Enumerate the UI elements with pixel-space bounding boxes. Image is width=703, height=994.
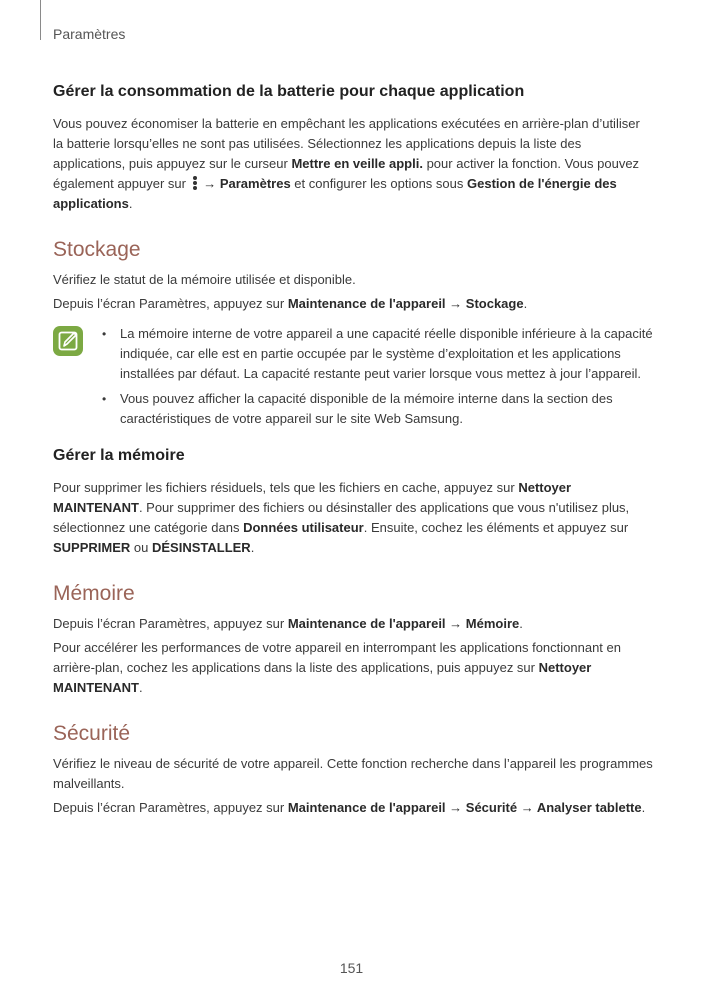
page-content bbox=[53, 80, 653, 822]
note-item: • Vous pouvez afficher la capacité disponible de la mémoire interne dans la section des caractéristiques de votre appareil sur le site Web Samsung. bbox=[102, 391, 613, 426]
storage-note bbox=[53, 324, 653, 429]
note-list bbox=[101, 324, 653, 429]
page-header-title: Paramètres bbox=[53, 26, 126, 42]
memory-paragraph: Pour accélérer les performances de votre appareil en interrompant les applications fonctionnant en arrière-plan, cochez les applications dans la liste des applications, puis appuyez sur Nettoyer MAINTENANT. bbox=[53, 640, 621, 695]
battery-heading: Gérer la consommation de la batterie pour chaque application bbox=[53, 83, 525, 100]
more-options-icon bbox=[192, 176, 198, 190]
note-item: • La mémoire interne de votre appareil a une capacité réelle disponible inférieure à la capacité indiquée, car elle est en partie occupée par le système d’exploitation et les applications installées par défaut. La capacité restante peut varier lorsque vous mettez à jour l’appareil. bbox=[102, 326, 653, 381]
page-number: 151 bbox=[339, 960, 364, 976]
manage-memory-paragraph: Pour supprimer les fichiers résiduels, tels que les fichiers en cache, appuyez sur Nettoyer MAINTENANT. Pour supprimer des fichiers ou désinstaller des applications que vous n'utilisez plus, sélectionnez une catégorie dans Données utilisateur. Ensuite, cochez les éléments et appuyez sur SUPPRIMER ou DÉSINSTALLER. bbox=[53, 480, 630, 555]
note-pencil-icon bbox=[53, 326, 83, 356]
security-heading: Sécurité bbox=[53, 722, 131, 745]
security-path: Depuis l’écran Paramètres, appuyez sur Maintenance de l'appareil → Sécurité → Analyser tablette. bbox=[53, 800, 646, 815]
storage-heading: Stockage bbox=[53, 238, 141, 261]
corner-mark bbox=[40, 0, 41, 40]
battery-paragraph: Vous pouvez économiser la batterie en empêchant les applications exécutées en arrière-plan d’utiliser la batterie lorsqu’elles ne sont pas utilisées. Sélectionnez les applications depuis la liste des applications, puis appuyez sur le curseur Mettre en veille appli. pour activer la fonction. Vous pouvez également appuyer sur → Paramètres et configurer les options sous Gestion de l'énergie des applications. bbox=[53, 116, 640, 211]
manage-memory-heading: Gérer la mémoire bbox=[53, 447, 185, 464]
memory-path: Depuis l’écran Paramètres, appuyez sur Maintenance de l'appareil → Mémoire. bbox=[53, 616, 523, 631]
security-intro: Vérifiez le niveau de sécurité de votre appareil. Cette fonction recherche dans l’appareil les programmes malveillants. bbox=[53, 756, 653, 791]
storage-path: Depuis l’écran Paramètres, appuyez sur Maintenance de l'appareil → Stockage. bbox=[53, 296, 528, 311]
memory-heading: Mémoire bbox=[53, 582, 135, 605]
storage-intro: Vérifiez le statut de la mémoire utilisée et disponible. bbox=[53, 272, 356, 287]
